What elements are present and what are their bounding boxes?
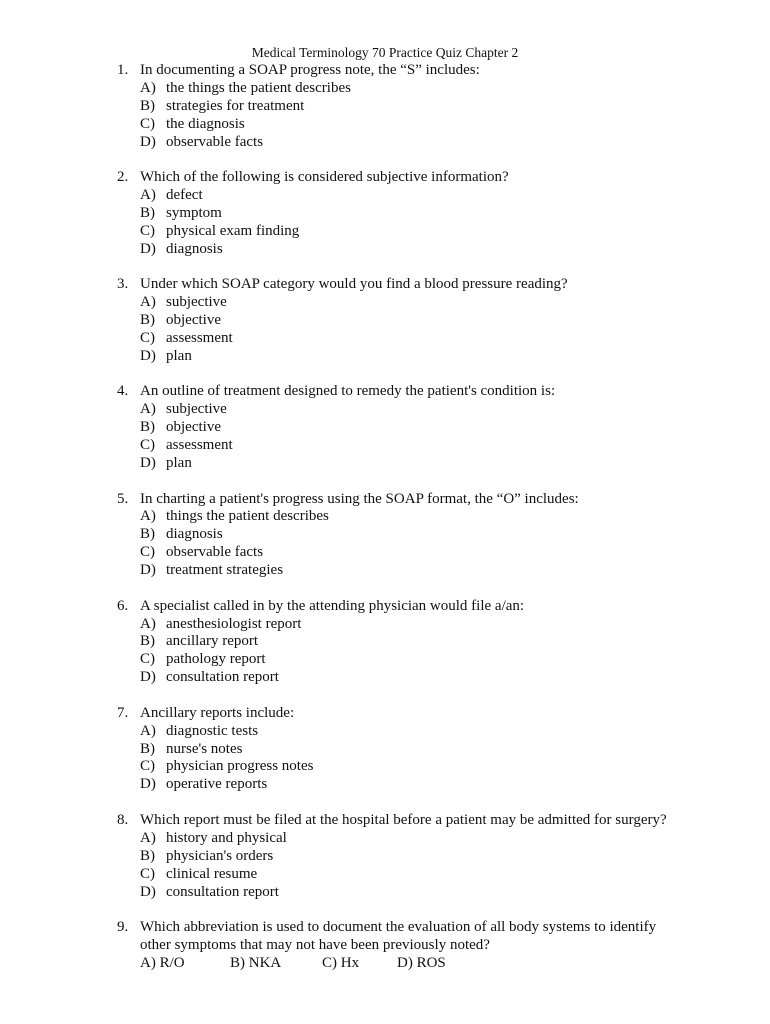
question-text: In documenting a SOAP progress note, the “S” includes:	[140, 62, 480, 78]
option-letter: C)	[140, 758, 155, 775]
option-letter: B)	[140, 204, 155, 221]
option-text: treatment strategies	[166, 562, 284, 579]
option-letter: C)	[140, 222, 155, 239]
question-number: 1.	[117, 62, 129, 78]
option-letter: A)	[140, 615, 156, 632]
question-number: 2.	[117, 169, 129, 186]
option-text: operative reports	[166, 776, 268, 793]
page-title: Medical Terminology 70 Practice Quiz Chapter 2	[251, 45, 519, 60]
option-a: A) R/O	[140, 954, 185, 971]
option-text: physical exam finding	[166, 222, 300, 239]
question-7	[0, 705, 770, 795]
option-text: physician progress notes	[166, 758, 314, 775]
option-letter: A)	[140, 79, 156, 96]
question-text: A specialist called in by the attending physician would file a/an:	[140, 597, 525, 614]
option-text: ancillary report	[166, 633, 259, 650]
question-6	[0, 598, 770, 688]
option-text: pathology report	[166, 651, 266, 668]
option-text: nurse's notes	[166, 740, 243, 757]
option-d	[0, 348, 770, 366]
option-letter: D)	[140, 883, 156, 900]
option-text: objective	[166, 312, 221, 329]
option-letter: C)	[140, 329, 155, 346]
option-text: symptom	[166, 204, 222, 221]
option-d	[0, 455, 770, 473]
option-text: the things the patient describes	[166, 79, 351, 96]
option-a	[0, 616, 770, 634]
option-d	[0, 134, 770, 152]
option-b	[0, 205, 770, 223]
option-letter: A)	[140, 722, 156, 739]
option-c	[0, 758, 770, 776]
option-letter: B)	[140, 633, 155, 650]
option-letter: D)	[140, 240, 156, 257]
option-b	[0, 848, 770, 866]
question-text: Under which SOAP category would you find a blood pressure reading?	[140, 276, 568, 293]
option-letter: A)	[140, 401, 156, 418]
option-letter: D)	[140, 776, 156, 793]
option-b	[0, 526, 770, 544]
question-2	[0, 169, 770, 259]
option-letter: C)	[140, 544, 155, 561]
option-letter: D)	[140, 669, 156, 686]
option-d	[0, 562, 770, 580]
option-b	[0, 741, 770, 759]
option-letter: A)	[140, 294, 156, 311]
option-text: diagnostic tests	[166, 722, 259, 739]
question-number: 8.	[117, 811, 129, 828]
option-d: D) ROS	[397, 954, 446, 971]
option-d	[0, 241, 770, 259]
option-a	[0, 80, 770, 98]
question-number: 7.	[117, 704, 129, 721]
question-5	[0, 491, 770, 581]
option-c	[0, 223, 770, 241]
option-text: physician's orders	[166, 847, 274, 864]
option-c	[0, 866, 770, 884]
question-text-continued: other symptoms that may not have been previously noted?	[140, 936, 490, 953]
option-letter: C)	[140, 651, 155, 668]
option-text: defect	[166, 187, 203, 204]
question-text: Which of the following is considered subjective information?	[140, 169, 509, 186]
option-d	[0, 669, 770, 687]
option-c	[0, 330, 770, 348]
option-a	[0, 830, 770, 848]
option-letter: A)	[140, 187, 156, 204]
option-b	[0, 98, 770, 116]
option-text: consultation report	[166, 669, 279, 686]
question-8	[0, 812, 770, 902]
option-b: B) NKA	[230, 954, 282, 971]
question-text: Which abbreviation is used to document the evaluation of all body systems to identify	[140, 919, 657, 935]
option-text: strategies for treatment	[166, 97, 305, 114]
option-letter: B)	[140, 312, 155, 329]
option-letter: A)	[140, 508, 156, 525]
question-number: 9.	[117, 919, 129, 935]
option-text: objective	[166, 419, 221, 436]
option-letter: B)	[140, 526, 155, 543]
option-text: diagnosis	[166, 240, 223, 257]
question-text: Which report must be filed at the hospital before a patient may be admitted for surgery?	[140, 811, 667, 828]
option-d	[0, 776, 770, 794]
option-text: history and physical	[166, 829, 287, 846]
question-9	[0, 919, 770, 973]
question-number: 5.	[117, 490, 129, 507]
option-d	[0, 884, 770, 902]
option-text: plan	[166, 455, 192, 471]
option-text: the diagnosis	[166, 115, 245, 132]
option-letter: B)	[140, 847, 155, 864]
option-a	[0, 187, 770, 205]
question-text: Ancillary reports include:	[140, 704, 295, 721]
option-text: subjective	[166, 294, 227, 311]
question-text: An outline of treatment designed to remedy the patient's condition is:	[140, 383, 556, 400]
option-letter: B)	[140, 419, 155, 436]
option-letter: C)	[140, 865, 155, 882]
option-a	[0, 294, 770, 312]
option-text: consultation report	[166, 883, 279, 900]
option-letter: D)	[140, 133, 156, 150]
option-text: diagnosis	[166, 526, 223, 543]
option-text: clinical resume	[166, 865, 258, 882]
option-text: observable facts	[166, 133, 264, 150]
option-text: anesthesiologist report	[166, 615, 302, 632]
option-c	[0, 116, 770, 134]
option-text: plan	[166, 347, 192, 364]
option-text: assessment	[166, 329, 233, 346]
option-letter: B)	[140, 740, 155, 757]
question-text: In charting a patient's progress using the SOAP format, the “O” includes:	[140, 490, 579, 507]
option-a	[0, 723, 770, 741]
option-letter: C)	[140, 437, 155, 454]
option-letter: D)	[140, 347, 156, 364]
option-b	[0, 633, 770, 651]
option-text: observable facts	[166, 544, 264, 561]
option-c	[0, 437, 770, 455]
question-list	[0, 62, 770, 990]
question-number: 3.	[117, 276, 129, 293]
question-number: 4.	[117, 383, 129, 400]
question-4	[0, 383, 770, 473]
inline-options	[0, 955, 770, 973]
option-a	[0, 401, 770, 419]
question-3	[0, 276, 770, 366]
option-a	[0, 508, 770, 526]
option-letter: B)	[140, 97, 155, 114]
option-text: subjective	[166, 401, 227, 418]
option-text: things the patient describes	[166, 508, 329, 525]
question-number: 6.	[117, 597, 129, 614]
option-b	[0, 419, 770, 437]
option-c	[0, 651, 770, 669]
option-text: assessment	[166, 437, 233, 454]
option-letter: D)	[140, 562, 156, 579]
option-c: C) Hx	[322, 954, 360, 971]
option-c	[0, 544, 770, 562]
option-letter: C)	[140, 115, 155, 132]
option-letter: A)	[140, 829, 156, 846]
question-1	[0, 62, 770, 152]
option-letter: D)	[140, 455, 156, 471]
option-b	[0, 312, 770, 330]
